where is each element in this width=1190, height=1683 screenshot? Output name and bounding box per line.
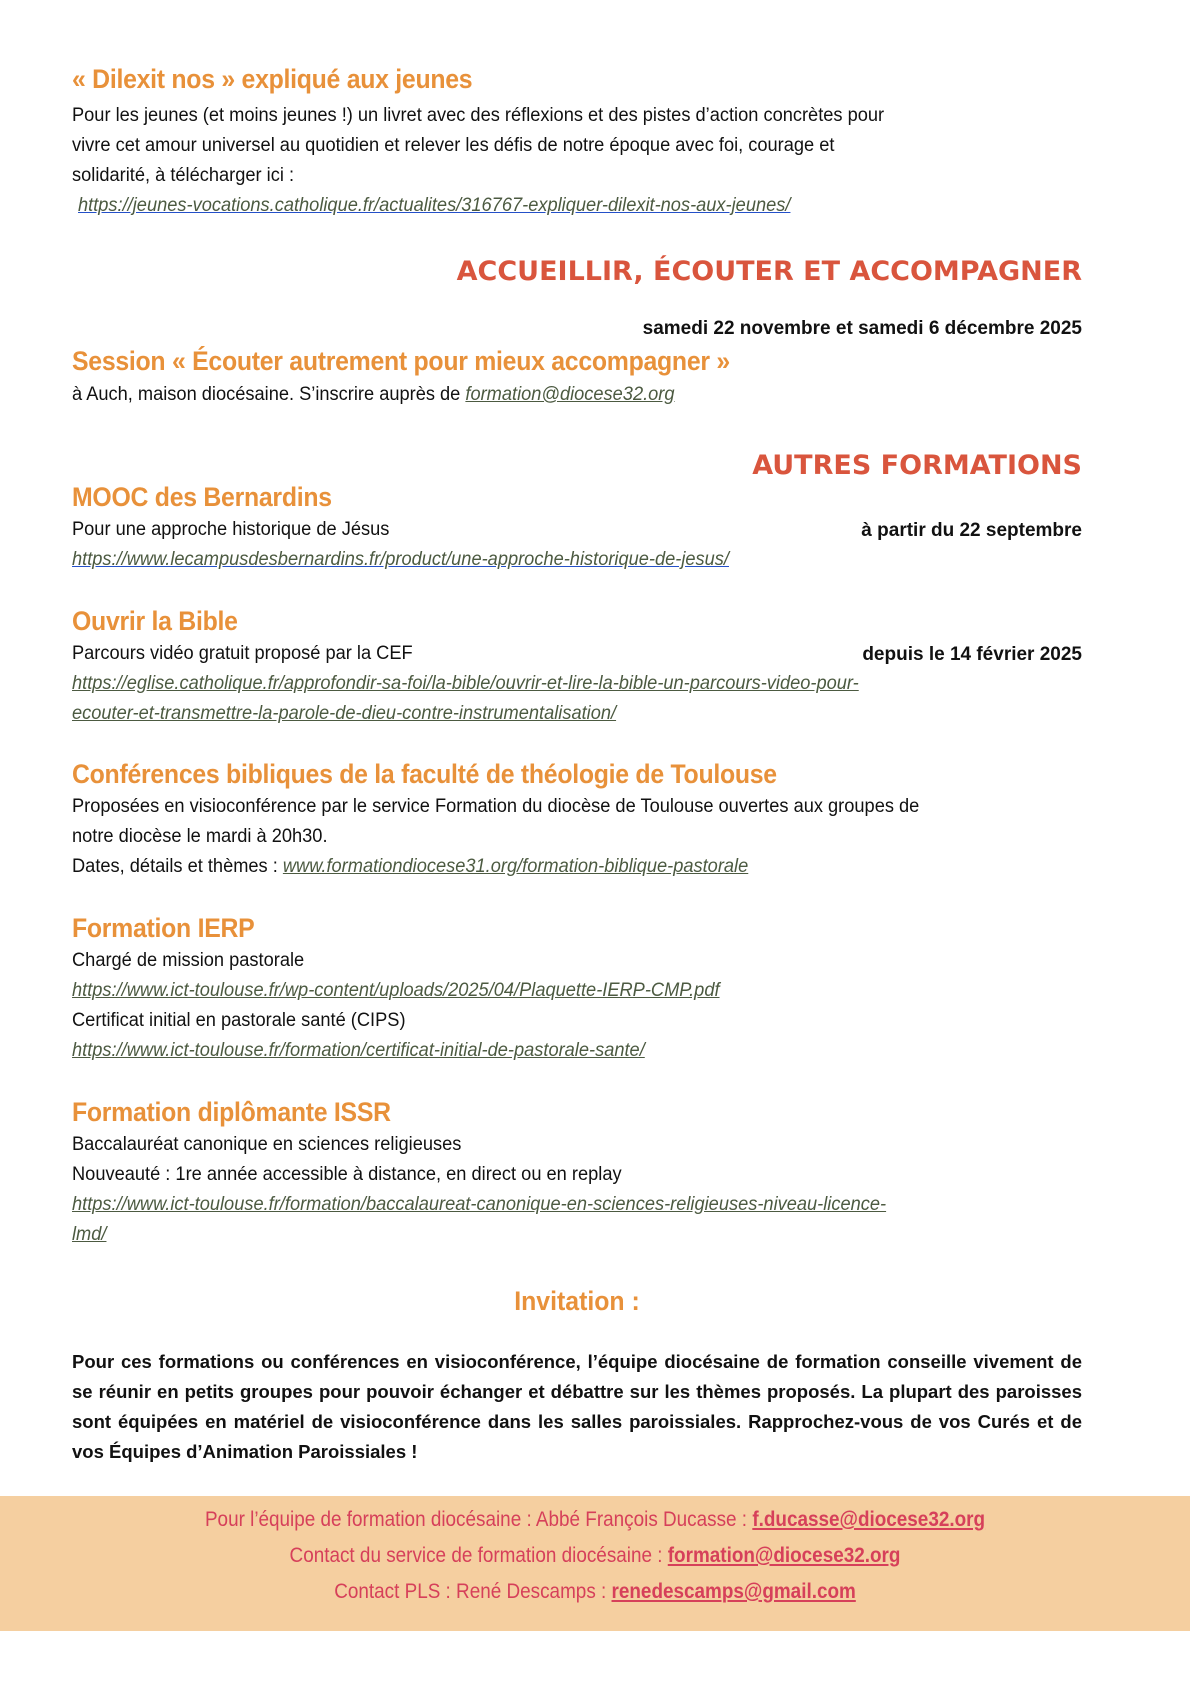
- session-email-link[interactable]: formation@diocese32.org: [465, 384, 675, 405]
- bible-link-line-1: [72, 669, 859, 699]
- footer-line-pls-contact: [60, 1580, 1131, 1604]
- session-title: Session « Écouter autrement pour mieux accompagner »: [72, 346, 730, 376]
- ierp-title: Formation IERP: [72, 913, 255, 943]
- mooc-date: à partir du 22 septembre: [861, 520, 1082, 541]
- dilexit-link[interactable]: https://jeunes-vocations.catholique.fr/actualites/316767-expliquer-dilexit-nos-aux-jeunes/: [78, 195, 791, 216]
- footer-line-3-prefix: Contact PLS : René Descamps :: [334, 1580, 612, 1603]
- ierp-item-1-link-line: [72, 976, 720, 1006]
- session-text: [72, 380, 675, 410]
- conferences-line-3-prefix: Dates, détails et thèmes :: [72, 856, 283, 877]
- ducasse-email-link[interactable]: f.ducasse@diocese32.org: [752, 1508, 986, 1531]
- mooc-title: MOOC des Bernardins: [72, 482, 332, 512]
- section-title-accueillir: ACCUEILLIR, ÉCOUTER ET ACCOMPAGNER: [456, 256, 1082, 287]
- dilexit-line-2: vivre cet amour universel au quotidien et relever les défis de notre époque avec foi, courage et: [72, 135, 835, 156]
- bible-date: depuis le 14 février 2025: [862, 644, 1082, 665]
- issr-link-line-2: [72, 1220, 106, 1250]
- mooc-text: Pour une approche historique de Jésus: [72, 519, 390, 540]
- conferences-line-1: Proposées en visioconférence par le service Formation du diocèse de Toulouse ouvertes aux groupes de: [72, 796, 920, 817]
- invitation-title: Invitation :: [514, 1286, 640, 1316]
- bible-text: Parcours vidéo gratuit proposé par la CEF: [72, 643, 413, 664]
- conferences-title: Conférences bibliques de la faculté de théologie de Toulouse: [72, 759, 777, 789]
- bible-link-part-2[interactable]: ecouter-et-transmettre-la-parole-de-dieu-contre-instrumentalisation/: [72, 703, 617, 724]
- footer-line-formation-team: [60, 1508, 1131, 1532]
- issr-link-part-1[interactable]: https://www.ict-toulouse.fr/formation/baccalaureat-canonique-en-sciences-religieuses-niveau-licence-: [72, 1194, 887, 1215]
- ierp-item-1-text: Chargé de mission pastorale: [72, 950, 305, 971]
- ierp-item-2-text: Certificat initial en pastorale santé (CIPS): [72, 1010, 406, 1031]
- conferences-link[interactable]: www.formationdiocese31.org/formation-biblique-pastorale: [282, 856, 749, 877]
- issr-line-1: Baccalauréat canonique en sciences religieuses: [72, 1134, 462, 1155]
- issr-title: Formation diplômante ISSR: [72, 1097, 391, 1127]
- footer-line-2-prefix: Contact du service de formation diocésaine :: [289, 1544, 668, 1567]
- issr-line-2: Nouveauté : 1re année accessible à distance, en direct ou en replay: [72, 1164, 622, 1185]
- dilexit-link-line: [78, 191, 790, 221]
- mooc-link-line: [72, 545, 729, 575]
- session-text-prefix: à Auch, maison diocésaine. S’inscrire auprès de: [72, 384, 466, 405]
- mooc-link[interactable]: https://www.lecampusdesbernardins.fr/product/une-approche-historique-de-jesus/: [72, 549, 729, 570]
- dilexit-line-3: solidarité, à télécharger ici :: [72, 165, 295, 186]
- contact-footer: [0, 1496, 1190, 1631]
- invitation-body: Pour ces formations ou conférences en visioconférence, l’équipe diocésaine de formation conseille vivement de se réunir en petits groupes pour pouvoir échanger et débattre sur les thèmes proposés. La plupart des paroisses sont équipées en matériel de visioconférence dans les salles paroissiales. Rapprochez-vous de vos Curés et de vos Équipes d’Animation Paroissiales !: [72, 1351, 1082, 1462]
- ierp-item-2-link-line: [72, 1036, 645, 1066]
- issr-link-line-1: [72, 1190, 886, 1220]
- footer-line-1-prefix: Pour l’équipe de formation diocésaine : Abbé François Ducasse :: [204, 1508, 753, 1531]
- footer-line-service-contact: [60, 1544, 1131, 1568]
- bible-title: Ouvrir la Bible: [72, 606, 238, 636]
- formation-email-link[interactable]: formation@diocese32.org: [667, 1544, 901, 1567]
- descamps-email-link[interactable]: renedescamps@gmail.com: [611, 1580, 856, 1603]
- conferences-line-2: notre diocèse le mardi à 20h30.: [72, 826, 328, 847]
- ierp-item-2-link[interactable]: https://www.ict-toulouse.fr/formation/certificat-initial-de-pastorale-sante/: [72, 1040, 645, 1061]
- bible-link-line-2: [72, 699, 616, 729]
- bible-link-part-1[interactable]: https://eglise.catholique.fr/approfondir-sa-foi/la-bible/ouvrir-et-lire-la-bible-un-parcours-video-pour-: [72, 673, 859, 694]
- ierp-item-1-link[interactable]: https://www.ict-toulouse.fr/wp-content/uploads/2025/04/Plaquette-IERP-CMP.pdf: [72, 980, 720, 1001]
- conferences-line-3: [72, 852, 748, 882]
- session-date: samedi 22 novembre et samedi 6 décembre 2025: [642, 318, 1082, 339]
- issr-link-part-2[interactable]: lmd/: [72, 1224, 107, 1245]
- dilexit-title: « Dilexit nos » expliqué aux jeunes: [72, 64, 473, 94]
- section-title-autres: AUTRES FORMATIONS: [752, 450, 1082, 481]
- dilexit-line-1: Pour les jeunes (et moins jeunes !) un livret avec des réflexions et des pistes d’action concrètes pour: [72, 105, 885, 126]
